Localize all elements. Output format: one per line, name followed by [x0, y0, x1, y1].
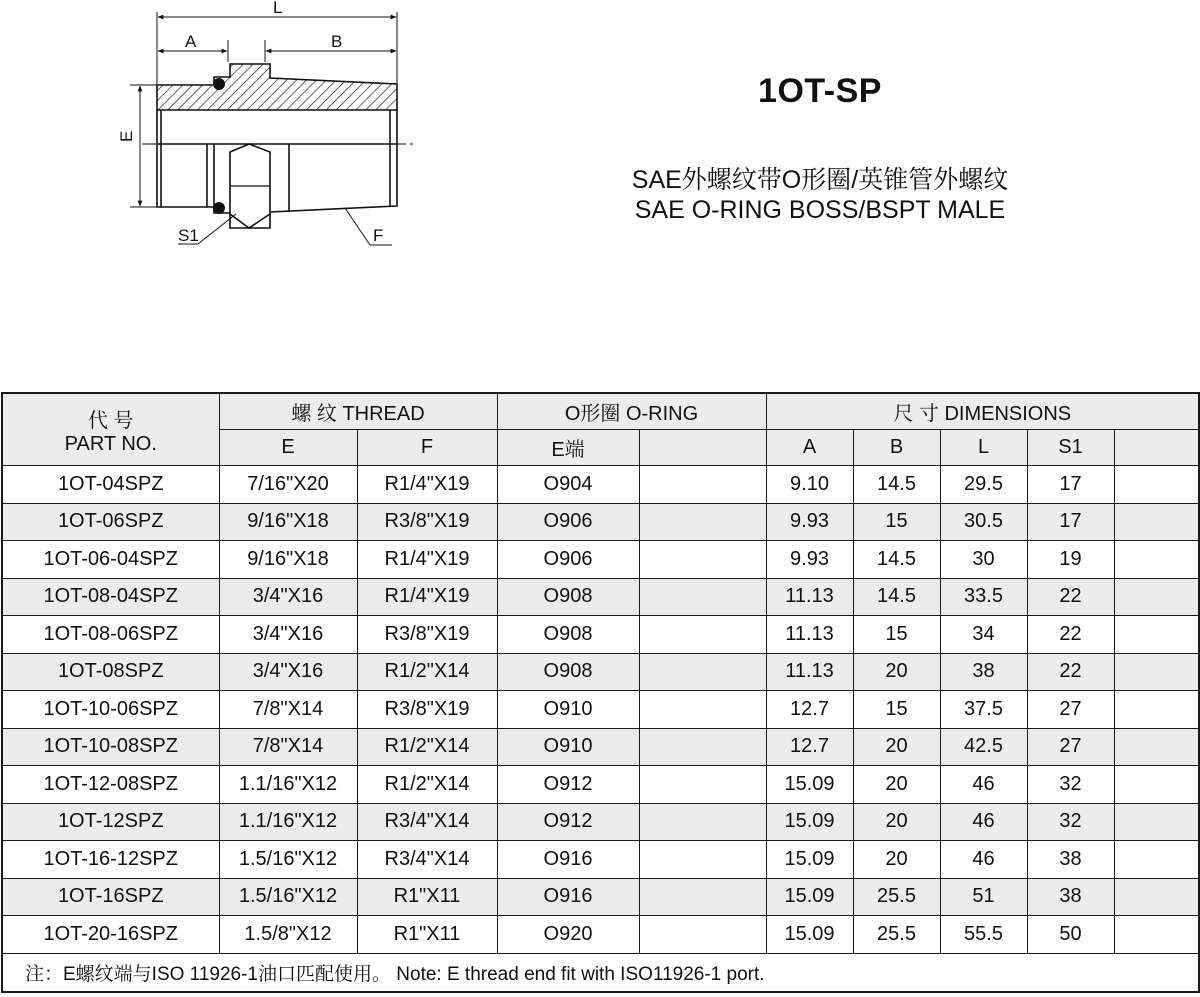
cell-dim-s1: 17: [1027, 503, 1114, 541]
cell-dim-b: 14.5: [853, 466, 940, 504]
cell-dim-a: 12.7: [766, 728, 853, 766]
table-row: [2, 841, 1199, 879]
cell-dim-a: 15.09: [766, 916, 853, 954]
table-row: [2, 878, 1199, 916]
cell-dim-a: 15.09: [766, 878, 853, 916]
cell-dim-b: 15: [853, 503, 940, 541]
header-part-no: [2, 393, 219, 466]
cell-dim-l: 38: [940, 653, 1027, 691]
cell-oring: O906: [497, 541, 639, 579]
cell-dim-b: 20: [853, 728, 940, 766]
spec-table: [1, 392, 1200, 993]
cell-blank: [639, 616, 766, 654]
header-thread: 螺 纹 THREAD: [219, 393, 497, 430]
header-e-end: E端: [497, 430, 639, 466]
cell-dim-b: 20: [853, 803, 940, 841]
table-row: [2, 691, 1199, 729]
table-row: [2, 503, 1199, 541]
cell-blank: [1114, 653, 1199, 691]
cell-thread-f: R3/8"X19: [357, 616, 497, 654]
cell-part-no: 1OT-16SPZ: [2, 878, 219, 916]
leader-s1: [198, 214, 236, 244]
cell-thread-e: 3/4"X16: [219, 578, 357, 616]
label-l: L: [273, 0, 283, 17]
cell-blank: [1114, 541, 1199, 579]
cell-dim-a: 15.09: [766, 841, 853, 879]
header-b: B: [853, 430, 940, 466]
fitting-technical-drawing: [0, 0, 460, 270]
cell-part-no: 1OT-08SPZ: [2, 653, 219, 691]
cell-part-no: 1OT-16-12SPZ: [2, 841, 219, 879]
table-row: [2, 766, 1199, 804]
cell-thread-f: R3/8"X19: [357, 503, 497, 541]
header-dimensions: 尺 寸 DIMENSIONS: [766, 393, 1199, 430]
product-code: 1OT-SP: [758, 72, 882, 110]
cell-dim-s1: 32: [1027, 766, 1114, 804]
o-ring-top: [213, 78, 225, 90]
cell-blank: [639, 503, 766, 541]
cell-blank: [639, 803, 766, 841]
cell-dim-s1: 22: [1027, 616, 1114, 654]
cell-dim-b: 14.5: [853, 578, 940, 616]
cell-part-no: 1OT-10-06SPZ: [2, 691, 219, 729]
cell-thread-e: 3/4"X16: [219, 616, 357, 654]
cell-thread-f: R1/4"X19: [357, 578, 497, 616]
cell-dim-s1: 38: [1027, 878, 1114, 916]
cell-thread-f: R3/8"X19: [357, 691, 497, 729]
label-s1: S1: [178, 226, 199, 245]
cell-dim-a: 12.7: [766, 691, 853, 729]
cell-oring: O908: [497, 616, 639, 654]
table-note: 注：E螺纹端与ISO 11926-1油口匹配使用。 Note: E thread end fit with ISO11926-1 port.: [2, 953, 1199, 992]
cell-blank: [1114, 841, 1199, 879]
cell-blank: [639, 653, 766, 691]
cell-thread-e: 9/16"X18: [219, 541, 357, 579]
cell-blank: [639, 841, 766, 879]
cell-blank: [1114, 766, 1199, 804]
table-row: [2, 541, 1199, 579]
header-oring: O形圈 O-RING: [497, 393, 766, 430]
cell-dim-a: 11.13: [766, 578, 853, 616]
cell-part-no: 1OT-04SPZ: [2, 466, 219, 504]
body-upper-section: [157, 64, 397, 110]
table-row: [2, 466, 1199, 504]
cell-dim-b: 25.5: [853, 916, 940, 954]
o-ring-bottom: [213, 202, 225, 214]
cell-thread-f: R1/2"X14: [357, 728, 497, 766]
cell-dim-l: 33.5: [940, 578, 1027, 616]
product-subtitle-cn: SAE外螺纹带O形圈/英锥管外螺纹: [631, 166, 1009, 194]
leader-f: [345, 208, 370, 245]
cell-dim-b: 15: [853, 691, 940, 729]
cell-blank: [639, 578, 766, 616]
label-e: E: [117, 130, 136, 142]
cell-blank: [1114, 578, 1199, 616]
cell-oring: O908: [497, 653, 639, 691]
cell-dim-l: 46: [940, 803, 1027, 841]
cell-part-no: 1OT-12SPZ: [2, 803, 219, 841]
cell-oring: O916: [497, 878, 639, 916]
cell-thread-f: R3/4"X14: [357, 803, 497, 841]
header-blank: [1114, 430, 1199, 466]
cell-thread-f: R3/4"X14: [357, 841, 497, 879]
cell-dim-s1: 27: [1027, 691, 1114, 729]
cell-blank: [639, 691, 766, 729]
cell-blank: [1114, 616, 1199, 654]
cell-blank: [639, 878, 766, 916]
cell-blank: [639, 766, 766, 804]
cell-thread-f: R1/4"X19: [357, 466, 497, 504]
cell-dim-s1: 17: [1027, 466, 1114, 504]
table-row: [2, 653, 1199, 691]
cell-part-no: 1OT-10-08SPZ: [2, 728, 219, 766]
cell-part-no: 1OT-06SPZ: [2, 503, 219, 541]
cell-blank: [1114, 878, 1199, 916]
cell-blank: [639, 916, 766, 954]
cell-dim-s1: 50: [1027, 916, 1114, 954]
cell-dim-s1: 32: [1027, 803, 1114, 841]
cell-thread-f: R1"X11: [357, 916, 497, 954]
table-row: [2, 916, 1199, 954]
cell-dim-b: 20: [853, 766, 940, 804]
cell-dim-s1: 22: [1027, 653, 1114, 691]
cell-blank: [639, 466, 766, 504]
cell-dim-b: 20: [853, 841, 940, 879]
cell-blank: [639, 541, 766, 579]
cell-oring: O912: [497, 803, 639, 841]
cell-oring: O920: [497, 916, 639, 954]
cell-part-no: 1OT-12-08SPZ: [2, 766, 219, 804]
cell-blank: [1114, 691, 1199, 729]
cell-part-no: 1OT-20-16SPZ: [2, 916, 219, 954]
cell-oring: O910: [497, 691, 639, 729]
cell-thread-e: 7/8"X14: [219, 728, 357, 766]
cell-blank: [1114, 916, 1199, 954]
cell-oring: O916: [497, 841, 639, 879]
cell-thread-e: 1.5/16"X12: [219, 878, 357, 916]
cell-dim-b: 14.5: [853, 541, 940, 579]
cell-thread-f: R1/2"X14: [357, 766, 497, 804]
cell-dim-l: 34: [940, 616, 1027, 654]
table-row: [2, 616, 1199, 654]
cell-thread-e: 1.5/8"X12: [219, 916, 357, 954]
cell-dim-l: 42.5: [940, 728, 1027, 766]
cell-dim-a: 9.10: [766, 466, 853, 504]
cell-blank: [1114, 728, 1199, 766]
cell-dim-b: 15: [853, 616, 940, 654]
cell-dim-a: 15.09: [766, 803, 853, 841]
cell-part-no: 1OT-08-04SPZ: [2, 578, 219, 616]
cell-dim-l: 55.5: [940, 916, 1027, 954]
cell-blank: [639, 728, 766, 766]
cell-blank: [1114, 503, 1199, 541]
header-part-en: PART NO.: [64, 432, 157, 455]
cell-oring: O906: [497, 503, 639, 541]
table-row: [2, 578, 1199, 616]
table-row: [2, 728, 1199, 766]
cell-thread-e: 1.1/16"X12: [219, 803, 357, 841]
header-f: F: [357, 430, 497, 466]
cell-dim-a: 9.93: [766, 541, 853, 579]
table-row: [2, 803, 1199, 841]
label-a: A: [185, 32, 197, 51]
cell-dim-s1: 38: [1027, 841, 1114, 879]
cell-dim-b: 25.5: [853, 878, 940, 916]
cell-thread-f: R1/4"X19: [357, 541, 497, 579]
header-a: A: [766, 430, 853, 466]
product-subtitle-en: SAE O-RING BOSS/BSPT MALE: [634, 196, 1006, 224]
cell-dim-l: 51: [940, 878, 1027, 916]
cell-dim-l: 29.5: [940, 466, 1027, 504]
cell-dim-l: 37.5: [940, 691, 1027, 729]
cell-dim-l: 46: [940, 766, 1027, 804]
cell-dim-l: 30.5: [940, 503, 1027, 541]
cell-thread-e: 1.1/16"X12: [219, 766, 357, 804]
spec-table-body: [2, 466, 1199, 954]
cell-oring: O912: [497, 766, 639, 804]
cell-dim-b: 20: [853, 653, 940, 691]
cell-thread-e: 1.5/16"X12: [219, 841, 357, 879]
cell-thread-e: 3/4"X16: [219, 653, 357, 691]
cell-oring: O904: [497, 466, 639, 504]
cell-dim-a: 11.13: [766, 616, 853, 654]
label-b: B: [331, 32, 343, 51]
cell-dim-a: 11.13: [766, 653, 853, 691]
cell-thread-f: R1/2"X14: [357, 653, 497, 691]
cell-thread-e: 9/16"X18: [219, 503, 357, 541]
header-e: E: [219, 430, 357, 466]
body-lower-outline: [157, 110, 397, 228]
cell-dim-s1: 22: [1027, 578, 1114, 616]
cell-dim-a: 9.93: [766, 503, 853, 541]
cell-blank: [1114, 803, 1199, 841]
header-part-cn: 代 号: [87, 409, 134, 432]
cell-thread-e: 7/16"X20: [219, 466, 357, 504]
cell-dim-l: 46: [940, 841, 1027, 879]
cell-dim-s1: 27: [1027, 728, 1114, 766]
cell-dim-a: 15.09: [766, 766, 853, 804]
cell-thread-f: R1"X11: [357, 878, 497, 916]
cell-oring: O910: [497, 728, 639, 766]
cell-part-no: 1OT-06-04SPZ: [2, 541, 219, 579]
cell-blank: [1114, 466, 1199, 504]
cell-dim-s1: 19: [1027, 541, 1114, 579]
header-blank: [639, 430, 766, 466]
cell-oring: O908: [497, 578, 639, 616]
cell-dim-l: 30: [940, 541, 1027, 579]
cell-part-no: 1OT-08-06SPZ: [2, 616, 219, 654]
cell-thread-e: 7/8"X14: [219, 691, 357, 729]
header-s1: S1: [1027, 430, 1114, 466]
header-l: L: [940, 430, 1027, 466]
label-f: F: [373, 226, 384, 245]
